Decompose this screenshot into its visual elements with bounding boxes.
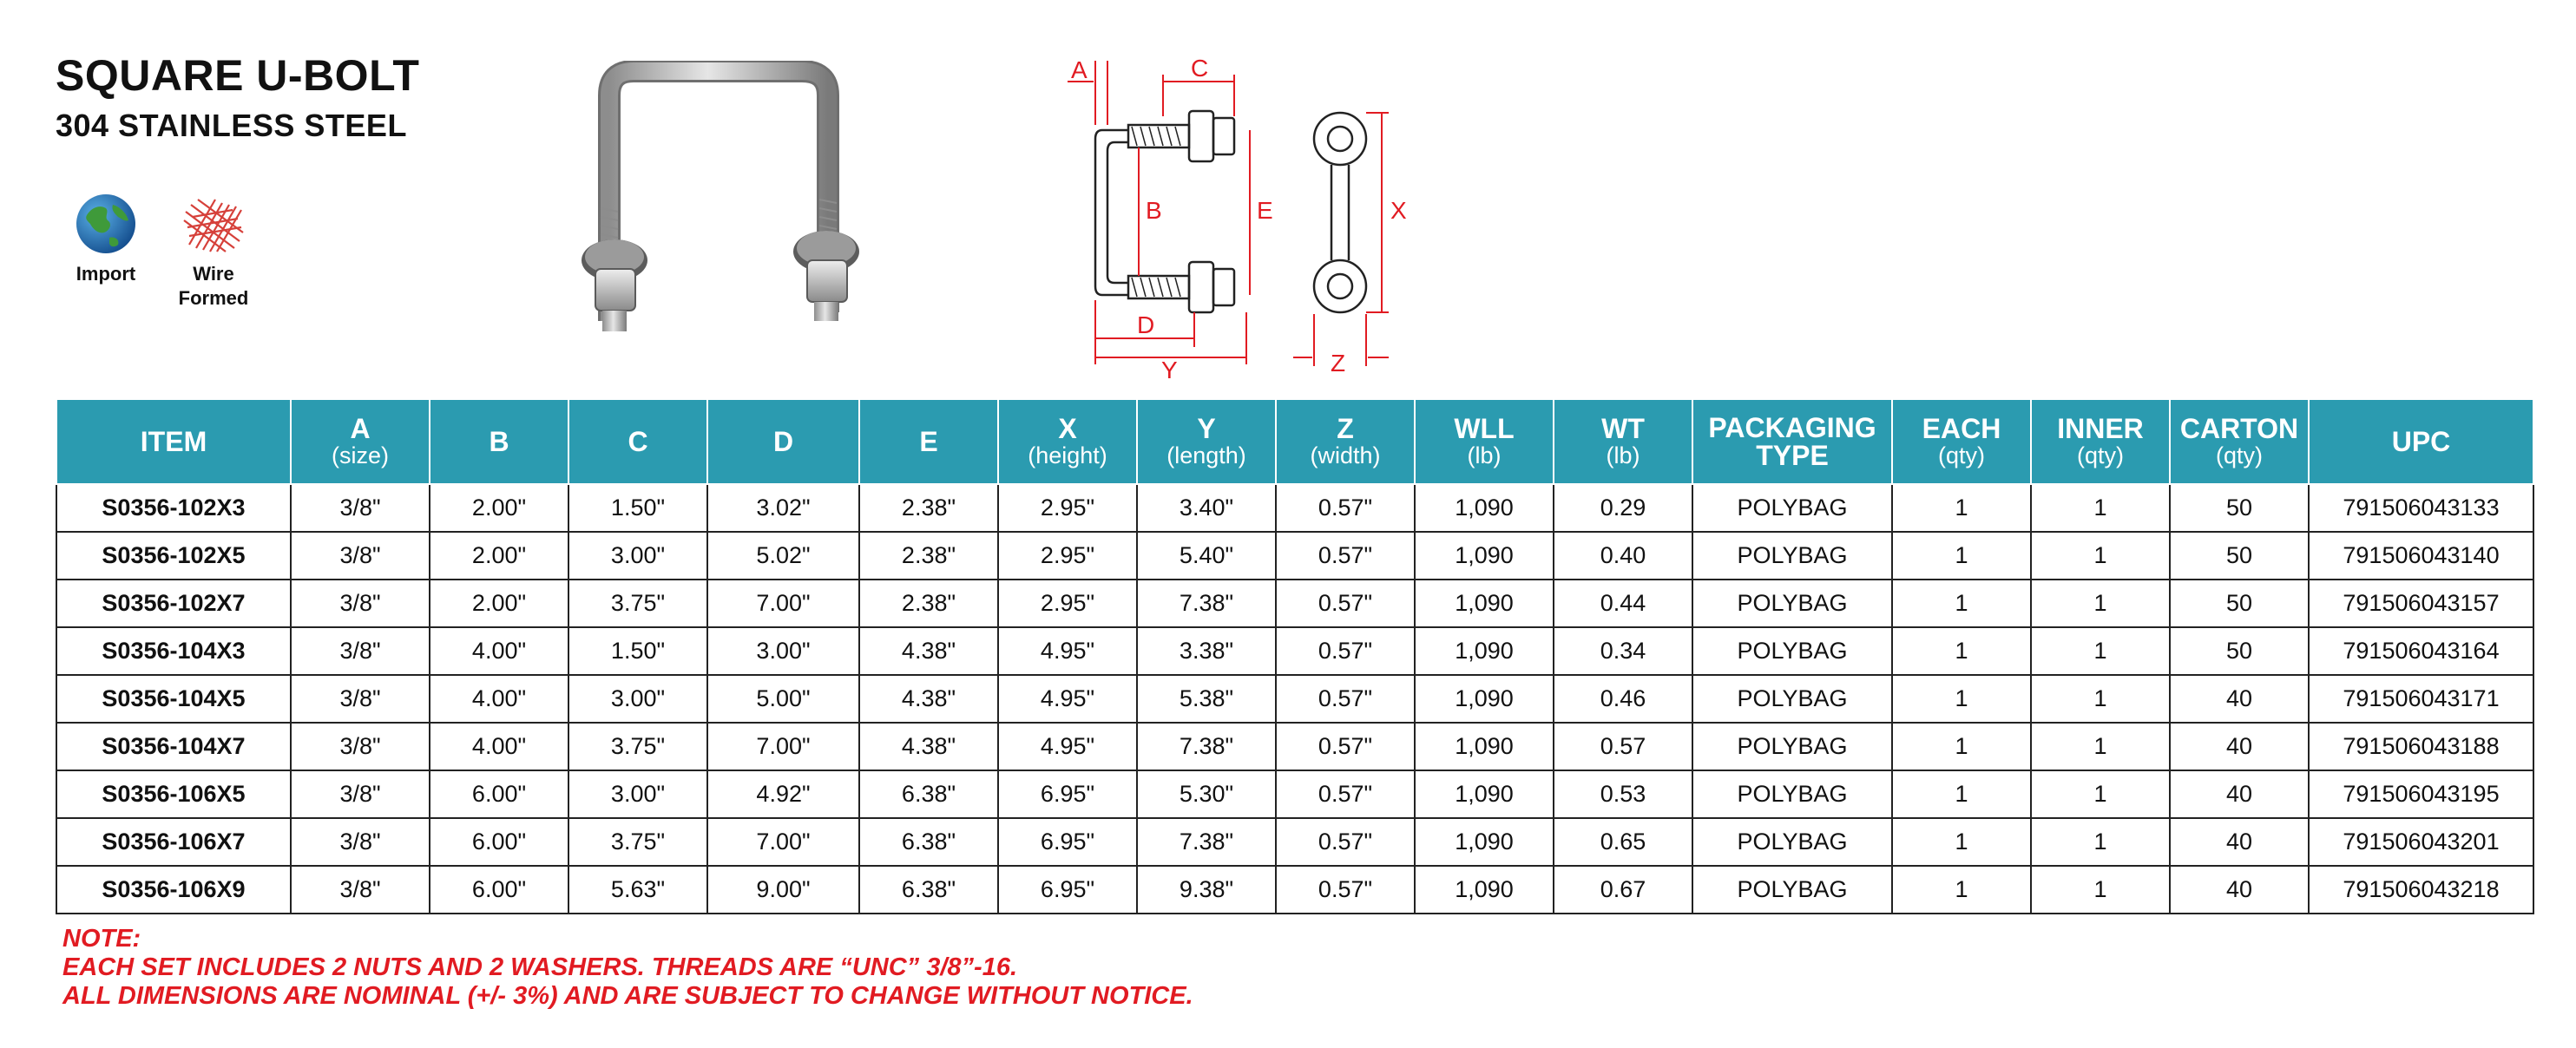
table-cell: 2.00" [430,580,568,627]
table-cell: 5.00" [707,675,859,723]
column-header-label: PACKAGING [1708,412,1876,443]
table-cell: 4.00" [430,723,568,770]
table-cell: S0356-106X7 [56,818,291,866]
column-header [1276,399,1415,484]
table-cell: 2.95" [998,484,1137,532]
column-header [1137,399,1276,484]
table-cell: 2.00" [430,532,568,580]
table-cell: 50 [2170,580,2309,627]
notes-block [62,925,1193,1011]
table-cell: 3/8" [291,866,430,914]
table-cell: 5.38" [1137,675,1276,723]
page-subtitle: 304 STAINLESS STEEL [56,108,407,143]
table-cell: 7.38" [1137,580,1276,627]
table-cell: S0356-104X3 [56,627,291,675]
table-cell: 0.57" [1276,818,1415,866]
table-cell: S0356-102X3 [56,484,291,532]
table-cell: 4.92" [707,770,859,818]
table-cell: 0.57" [1276,866,1415,914]
table-cell: 791506043171 [2309,675,2533,723]
column-header-label: WT [1601,413,1645,444]
spec-table [56,398,2534,914]
page-title: SQUARE U-BOLT [56,51,420,100]
column-header-sub: (width) [1310,442,1381,468]
column-header [56,399,291,484]
globe-icon [75,193,137,255]
table-row [56,580,2533,627]
table-cell: POLYBAG [1692,723,1892,770]
table-cell: 3/8" [291,723,430,770]
note-line-2: ALL DIMENSIONS ARE NOMINAL (+/- 3%) AND ARE SUBJECT TO CHANGE WITHOUT NOTICE. [62,982,1193,1010]
table-cell: 0.46 [1554,675,1692,723]
table-cell: 791506043164 [2309,627,2533,675]
table-row [56,627,2533,675]
table-cell: 50 [2170,627,2309,675]
dimension-diagram [1033,52,1441,382]
column-header [2031,399,2170,484]
table-cell: POLYBAG [1692,675,1892,723]
column-header-label: ITEM [140,426,207,457]
table-cell: 0.57" [1276,675,1415,723]
u-bolt-photo [573,61,920,347]
table-cell: 1,090 [1415,484,1554,532]
table-cell: 1 [1892,770,2031,818]
table-cell: 0.53 [1554,770,1692,818]
table-cell: 1 [2031,532,2170,580]
table-cell: 1 [1892,866,2031,914]
table-cell: 3.75" [568,723,707,770]
column-header-label: CARTON [2179,413,2299,444]
table-cell: 0.57 [1554,723,1692,770]
table-cell: 1 [1892,580,2031,627]
table-cell: 1 [2031,627,2170,675]
table-cell: POLYBAG [1692,770,1892,818]
column-header-sub: (lb) [1467,442,1502,468]
table-cell: 9.00" [707,866,859,914]
badge-label-formed: Formed [178,287,249,309]
column-header-label: Z [1337,413,1354,444]
table-cell: 1 [1892,675,2031,723]
table-cell: 1,090 [1415,866,1554,914]
column-header [568,399,707,484]
table-cell: 6.95" [998,770,1137,818]
table-cell: 9.38" [1137,866,1276,914]
table-cell: 0.57" [1276,532,1415,580]
table-cell: S0356-102X7 [56,580,291,627]
table-cell: 0.57" [1276,627,1415,675]
column-header-sub: (qty) [1938,442,1985,468]
dim-label-y: Y [1161,357,1178,382]
table-cell: 791506043201 [2309,818,2533,866]
column-header-label: X [1058,413,1077,444]
table-cell: 4.95" [998,723,1137,770]
column-header [1892,399,2031,484]
table-cell: 1,090 [1415,627,1554,675]
table-cell: 6.00" [430,866,568,914]
table-cell: 791506043133 [2309,484,2533,532]
column-header [1415,399,1554,484]
note-heading: NOTE: [62,925,141,953]
table-cell: 2.38" [859,580,998,627]
column-header-label: Y [1197,413,1216,444]
table-cell: 0.40 [1554,532,1692,580]
table-cell: 1,090 [1415,675,1554,723]
table-cell: 0.57" [1276,580,1415,627]
dim-label-a: A [1071,56,1088,83]
column-header-sub: (qty) [2216,442,2263,468]
table-cell: 5.02" [707,532,859,580]
table-cell: 1.50" [568,627,707,675]
column-header-label: E [919,426,938,457]
table-cell: 1 [1892,484,2031,532]
table-row [56,770,2533,818]
table-cell: S0356-106X9 [56,866,291,914]
table-cell: S0356-104X7 [56,723,291,770]
dim-label-b: B [1146,197,1162,224]
table-cell: 5.30" [1137,770,1276,818]
table-cell: 4.00" [430,675,568,723]
column-header-label: INNER [2057,413,2144,444]
table-cell: 0.57" [1276,723,1415,770]
table-cell: POLYBAG [1692,580,1892,627]
column-header-label: C [628,426,648,457]
table-cell: 7.00" [707,818,859,866]
table-cell: POLYBAG [1692,818,1892,866]
table-cell: 2.95" [998,532,1137,580]
table-cell: 6.38" [859,818,998,866]
table-cell: 791506043218 [2309,866,2533,914]
column-header [859,399,998,484]
dim-label-z: Z [1331,350,1346,377]
table-cell: POLYBAG [1692,627,1892,675]
table-cell: 2.00" [430,484,568,532]
column-header-sub: (height) [1028,442,1107,468]
table-cell: 3.00" [568,770,707,818]
table-cell: 1 [1892,818,2031,866]
table-cell: 6.38" [859,866,998,914]
table-cell: 3/8" [291,532,430,580]
badge-label-import: Import [76,263,136,285]
dim-label-d: D [1137,311,1155,338]
table-cell: 40 [2170,818,2309,866]
table-cell: 3.00" [568,675,707,723]
table-cell: 3.00" [707,627,859,675]
table-cell: 3.02" [707,484,859,532]
dim-label-x: X [1390,197,1407,224]
table-cell: 3/8" [291,484,430,532]
table-cell: 0.29 [1554,484,1692,532]
table-cell: 791506043195 [2309,770,2533,818]
column-header-label: B [489,426,509,457]
column-header [2309,399,2533,484]
table-cell: 3/8" [291,580,430,627]
note-line-1: EACH SET INCLUDES 2 NUTS AND 2 WASHERS. THREADS ARE “UNC” 3/8”-16. [62,953,1018,981]
table-cell: 791506043157 [2309,580,2533,627]
table-cell: 4.95" [998,627,1137,675]
column-header-sub: (lb) [1606,442,1640,468]
table-cell: 1.50" [568,484,707,532]
table-cell: 1 [2031,866,2170,914]
table-row [56,818,2533,866]
table-cell: 6.00" [430,818,568,866]
table-cell: 0.57" [1276,484,1415,532]
table-cell: 1 [1892,532,2031,580]
dim-label-c: C [1191,55,1209,82]
column-header [707,399,859,484]
dim-label-e: E [1257,197,1273,224]
table-cell: 0.67 [1554,866,1692,914]
table-cell: 40 [2170,770,2309,818]
table-cell: 3.38" [1137,627,1276,675]
table-cell: 4.38" [859,675,998,723]
table-cell: 1,090 [1415,580,1554,627]
table-cell: 1,090 [1415,723,1554,770]
column-header-label: UPC [2391,426,2451,457]
table-cell: 3/8" [291,770,430,818]
table-cell: 7.38" [1137,723,1276,770]
table-cell: 3.40" [1137,484,1276,532]
column-header [430,399,568,484]
table-cell: 4.38" [859,723,998,770]
table-cell: 5.63" [568,866,707,914]
table-cell: 0.34 [1554,627,1692,675]
table-cell: 6.38" [859,770,998,818]
table-cell: 3.75" [568,818,707,866]
table-row [56,532,2533,580]
column-header [1692,399,1892,484]
column-header-label: A [350,413,371,444]
table-cell: 0.57" [1276,770,1415,818]
table-header-row [56,399,2533,484]
table-cell: 40 [2170,675,2309,723]
column-header-sub: TYPE [1756,440,1829,471]
table-row [56,866,2533,914]
table-cell: 1 [2031,818,2170,866]
table-cell: 3.00" [568,532,707,580]
table-cell: 6.00" [430,770,568,818]
table-cell: 4.00" [430,627,568,675]
table-cell: 6.95" [998,866,1137,914]
table-cell: 50 [2170,532,2309,580]
import-badge [71,193,141,286]
table-cell: 4.38" [859,627,998,675]
table-cell: 40 [2170,723,2309,770]
table-cell: 1 [1892,627,2031,675]
table-cell: POLYBAG [1692,484,1892,532]
badge-label-wire: Wire [193,263,234,285]
column-header [2170,399,2309,484]
table-row [56,723,2533,770]
table-cell: 6.95" [998,818,1137,866]
table-cell: 1,090 [1415,770,1554,818]
column-header [998,399,1137,484]
column-header-label: WLL [1454,413,1515,444]
table-cell: 1,090 [1415,532,1554,580]
table-cell: POLYBAG [1692,866,1892,914]
table-cell: 0.65 [1554,818,1692,866]
table-cell: 5.40" [1137,532,1276,580]
table-cell: 7.00" [707,580,859,627]
table-cell: POLYBAG [1692,532,1892,580]
table-cell: 7.00" [707,723,859,770]
table-cell: 50 [2170,484,2309,532]
column-header-label: D [772,426,794,457]
column-header [291,399,430,484]
table-cell: 0.44 [1554,580,1692,627]
table-cell: 1 [2031,484,2170,532]
column-header-sub: (length) [1166,442,1246,468]
table-cell: 1 [2031,770,2170,818]
table-cell: 1 [1892,723,2031,770]
table-cell: 1 [2031,580,2170,627]
table-row [56,675,2533,723]
table-cell: S0356-104X5 [56,675,291,723]
table-cell: 4.95" [998,675,1137,723]
table-cell: 2.38" [859,532,998,580]
table-cell: 791506043140 [2309,532,2533,580]
table-cell: 3.75" [568,580,707,627]
column-header-label: EACH [1922,413,2001,444]
table-cell: 3/8" [291,627,430,675]
table-cell: 7.38" [1137,818,1276,866]
table-cell: 40 [2170,866,2309,914]
table-row [56,484,2533,532]
wire-formed-badge [170,193,257,311]
table-cell: 3/8" [291,818,430,866]
table-cell: S0356-102X5 [56,532,291,580]
table-cell: 1 [2031,675,2170,723]
table-cell: 2.38" [859,484,998,532]
table-cell: 3/8" [291,675,430,723]
column-header-sub: (qty) [2077,442,2124,468]
table-cell: 1 [2031,723,2170,770]
table-cell: S0356-106X5 [56,770,291,818]
table-cell: 1,090 [1415,818,1554,866]
wire-mesh-icon [181,193,246,255]
table-cell: 2.95" [998,580,1137,627]
table-cell: 791506043188 [2309,723,2533,770]
column-header-sub: (size) [332,442,389,468]
column-header [1554,399,1692,484]
